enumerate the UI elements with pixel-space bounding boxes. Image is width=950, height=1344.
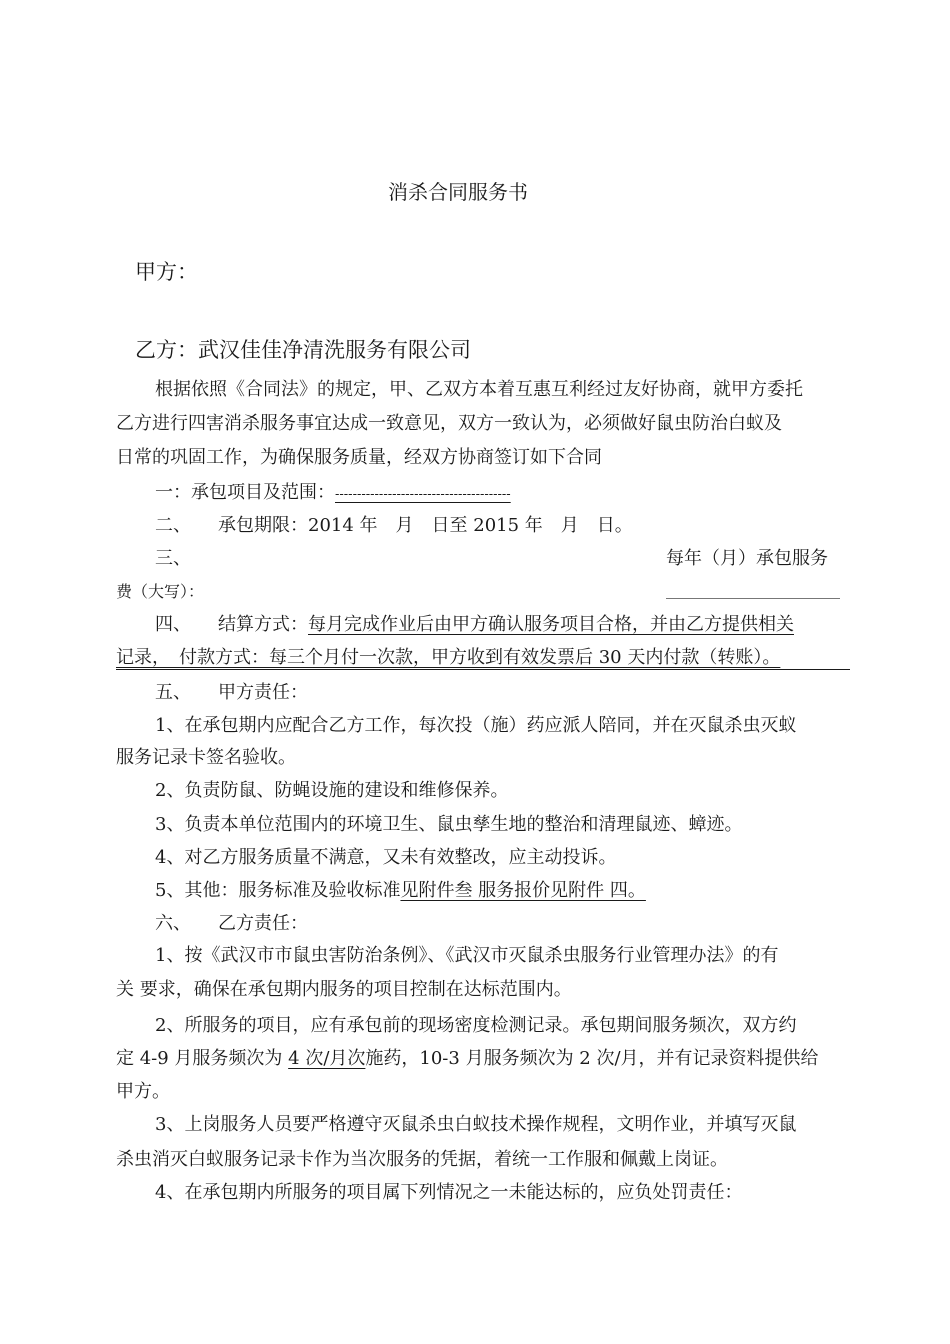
party-a-duty-4: 4、对乙方服务质量不满意，又未有效整改，应主动投诉。 bbox=[155, 847, 617, 868]
party-a-duty-1: 1、在承包期内应配合乙方工作，每次投（施）药应派人陪同，并在灭鼠杀虫灭蚁 bbox=[155, 715, 797, 736]
section-3-fee-continued: 费（大写）： bbox=[116, 582, 205, 601]
party-b-duty-2-cont bbox=[116, 1047, 819, 1071]
settlement-method: 每月完成作业后由甲方确认服务项目合格，并由乙方提供相关 bbox=[308, 614, 794, 635]
intro-line-2: 乙方进行四害消杀服务事宜达成一致意见，双方一致认为，必须做好鼠虫防治白蚁及 bbox=[116, 413, 782, 434]
party-a-label: 甲方： bbox=[135, 260, 198, 284]
intro-line-3: 日常的巩固工作，为确保服务质量，经双方协商签订如下合同 bbox=[116, 447, 602, 468]
party-b-duty-2: 2、所服务的项目，应有承包前的现场密度检测记录。承包期间服务频次，双方约 bbox=[155, 1015, 797, 1036]
document-title: 消杀合同服务书 bbox=[388, 180, 528, 204]
party-a-duty-3: 3、负责本单位范围内的环境卫生、鼠虫孳生地的整治和清理鼠迹、蟑迹。 bbox=[155, 814, 743, 835]
party-b-duty-4: 4、在承包期内所服务的项目属下列情况之一未能达标的，应负处罚责任： bbox=[155, 1182, 743, 1203]
frequency-text-a: 定 4-9 月服务频次为 bbox=[116, 1048, 289, 1069]
section-6-title: 六、 乙方责任： bbox=[155, 913, 308, 934]
party-b-duty-1: 1、按《武汉市市鼠虫害防治条例》、《武汉市灭鼠杀虫服务行业管理办法》的有 bbox=[155, 945, 779, 966]
fee-blank-line bbox=[666, 598, 840, 599]
party-a-duty-5-text: 5、其他：服务标准及验收标准 bbox=[155, 880, 401, 901]
section-2: 二、 承包期限：2014 年 月 日至 2015 年 月 日。 bbox=[155, 515, 633, 536]
party-b-duty-2-end: 甲方。 bbox=[116, 1081, 170, 1102]
party-b-duty-1-cont: 关 要求，确保在承包期内服务的项目控制在达标范围内。 bbox=[116, 979, 572, 1000]
section-3-label: 三、 bbox=[155, 548, 191, 569]
section-1 bbox=[155, 481, 511, 507]
party-b-duty-3-cont: 杀虫消灭白蚁服务记录卡作为当次服务的凭据，着统一工作服和佩戴上岗证。 bbox=[116, 1149, 728, 1170]
party-a-duty-2: 2、负责防鼠、防蝇设施的建设和维修保养。 bbox=[155, 780, 509, 801]
section-3-fee-label: 每年（月）承包服务 bbox=[666, 548, 828, 569]
party-a-duty-5 bbox=[155, 879, 646, 903]
party-b-duty-3: 3、上岗服务人员要严格遵守灭鼠杀虫白蚁技术操作规程，文明作业，并填写灭鼠 bbox=[155, 1114, 797, 1135]
frequency-text-c: 施药，10-3 月服务频次为 2 次/月，并有记录资料提供给 bbox=[365, 1048, 819, 1069]
intro-line-1: 根据依照《合同法》的规定，甲、乙双方本着互惠互利经过友好协商，就甲方委托 bbox=[155, 379, 803, 400]
section-1-label: 一：承包项目及范围： bbox=[155, 482, 335, 503]
section-4-label: 四、 结算方式： bbox=[155, 614, 308, 635]
section-4 bbox=[155, 613, 794, 637]
section-5-title: 五、 甲方责任： bbox=[155, 682, 308, 703]
section-4-rule bbox=[116, 669, 850, 670]
attachment-reference: 见附件叁 服务报价见附件 四。 bbox=[400, 880, 646, 901]
section-1-fill: ---------------------------------------- bbox=[335, 487, 511, 502]
frequency-value: 4 次/月次 bbox=[288, 1048, 366, 1069]
party-a-duty-1-cont: 服务记录卡签名验收。 bbox=[116, 747, 296, 768]
party-b-label: 乙方：武汉佳佳净清洗服务有限公司 bbox=[135, 338, 471, 362]
payment-method: 记录， 付款方式：每三个月付一次款，甲方收到有效发票后 30 天内付款（转账）。 bbox=[116, 647, 781, 668]
